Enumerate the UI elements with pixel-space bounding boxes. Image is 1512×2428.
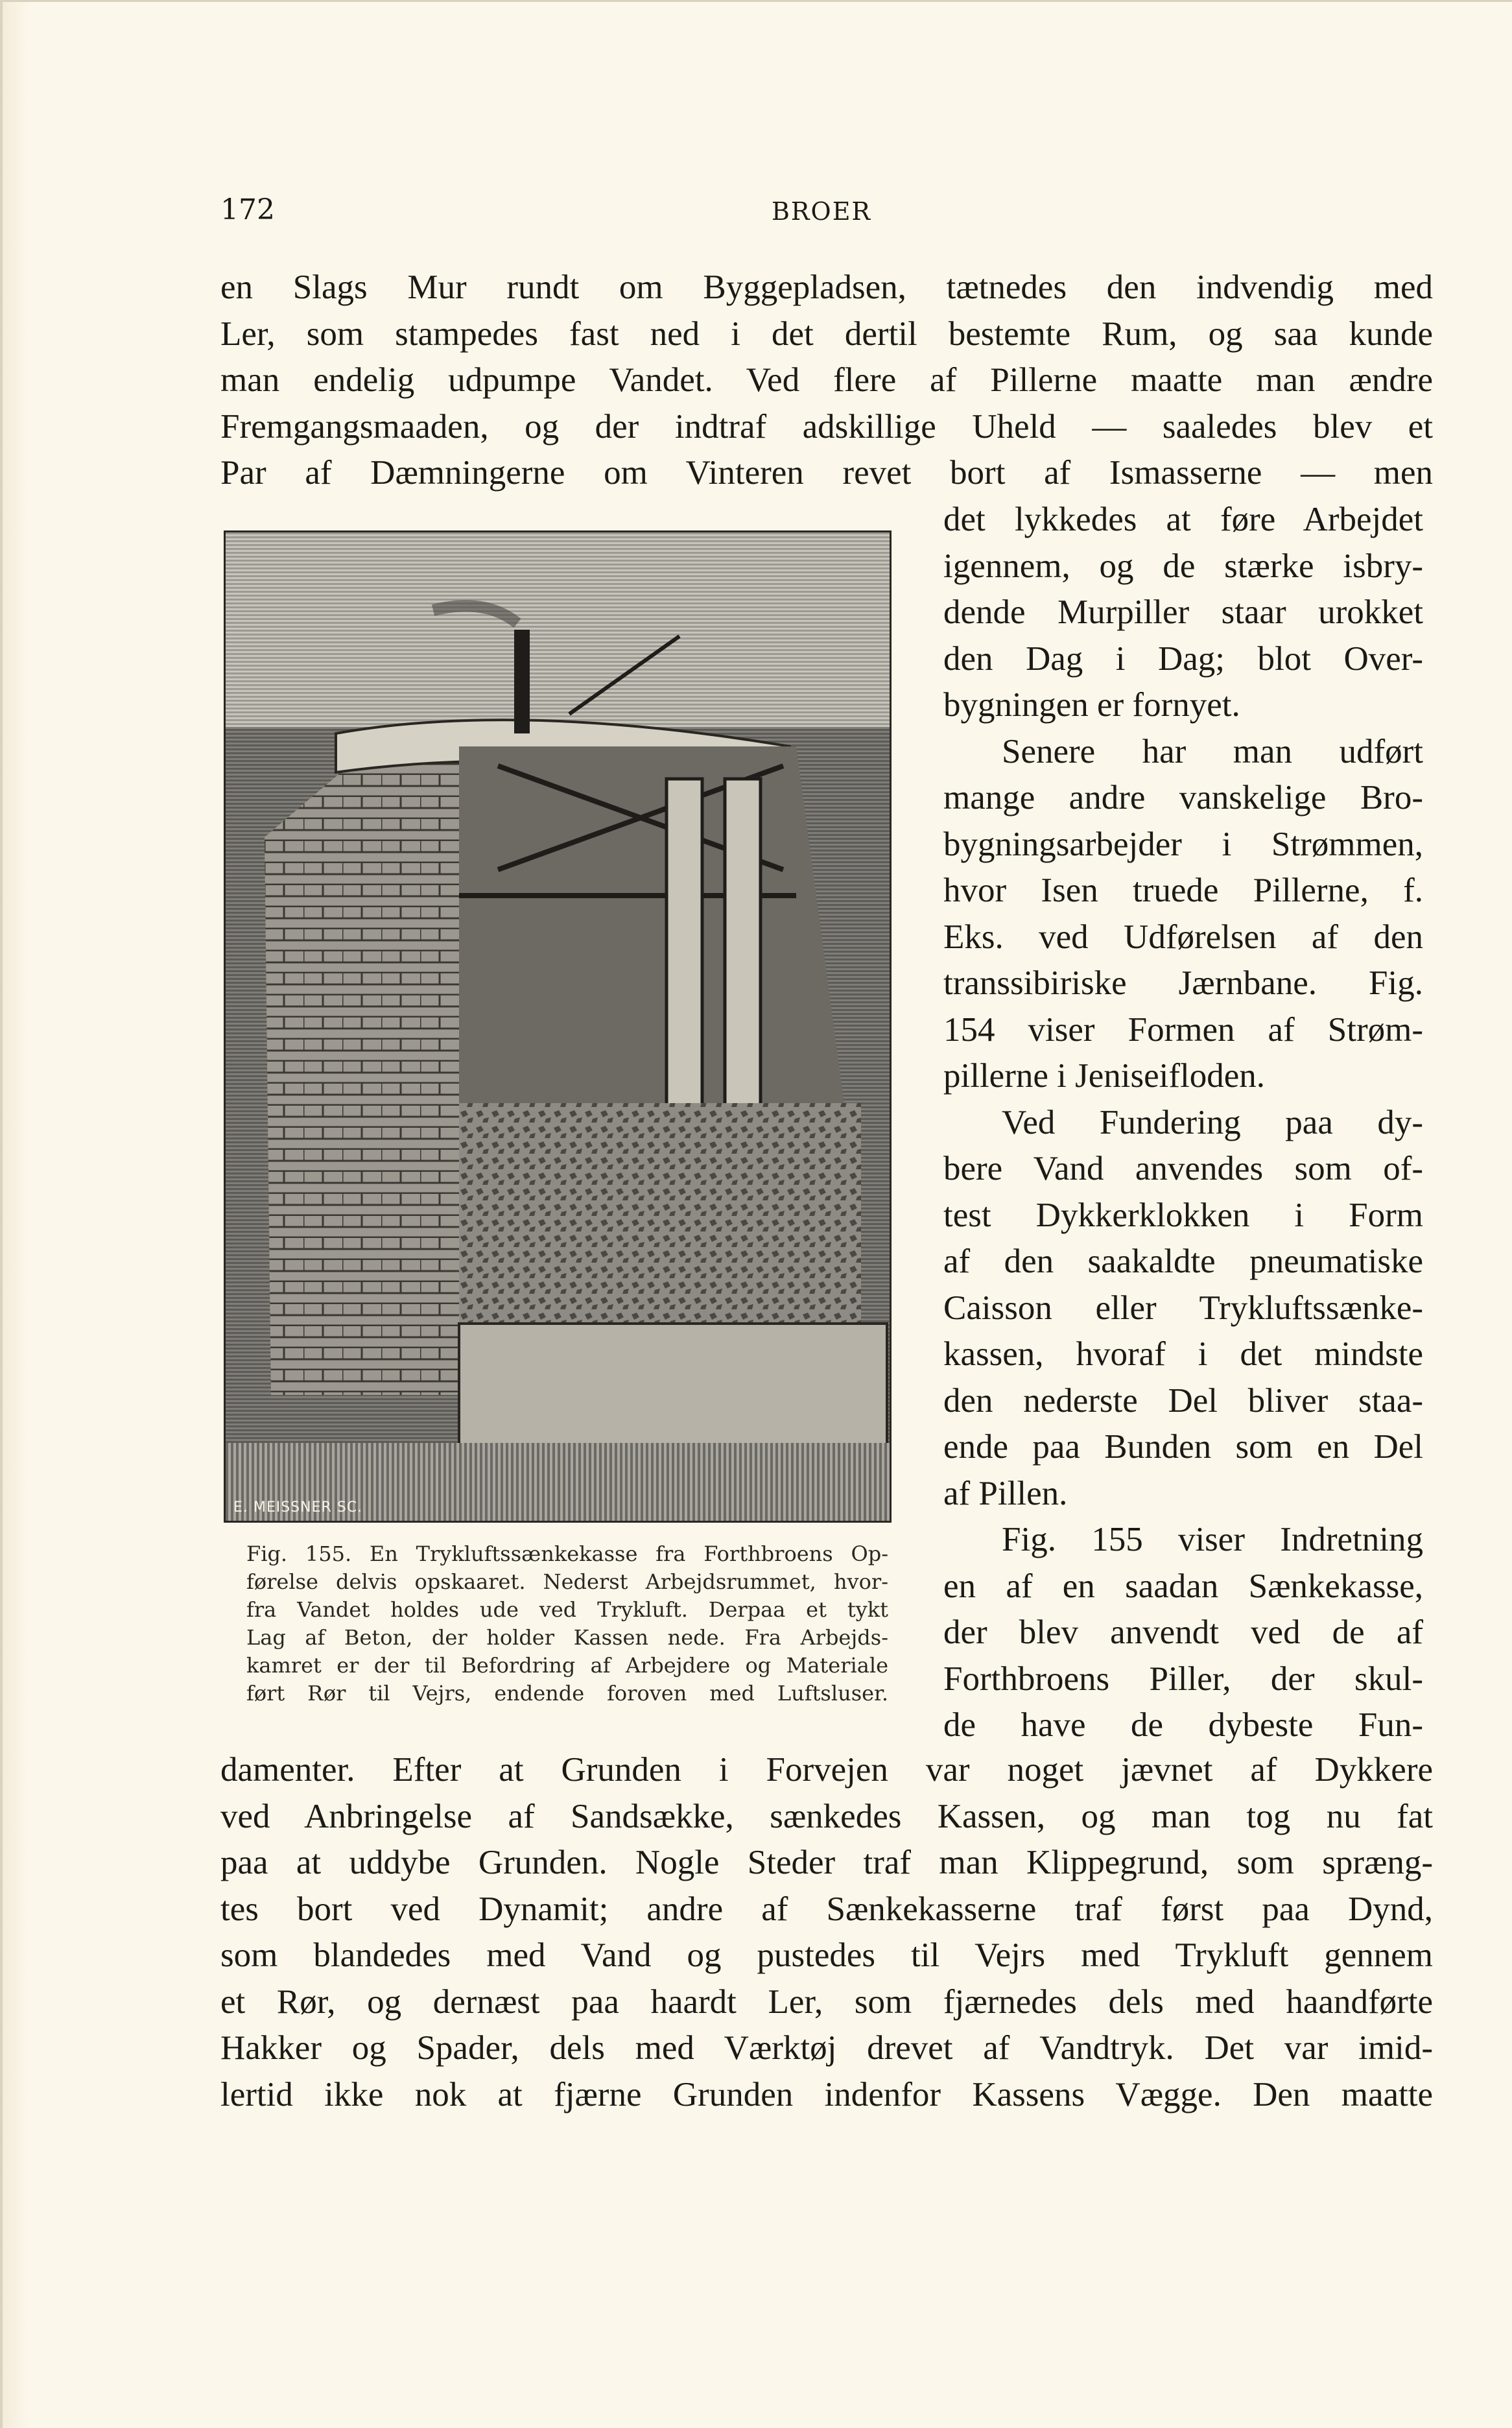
text-line: Senere har man udført	[1002, 732, 1423, 770]
text-line: som blandedes med Vand og pustedes til Vejrs med Trykluft gennem	[220, 1936, 1433, 1974]
text-line: et Rør, og dernæst paa haardt Ler, som fjærnedes dels med haandførte	[220, 1982, 1433, 2021]
text-line: Par af Dæmningerne om Vinteren revet bort af Ismasserne — men	[220, 454, 1433, 492]
text-line: Hakker og Spader, dels med Værktøj drevet af Vandtryk. Det var imid-	[220, 2029, 1433, 2067]
text-line: kassen, hvoraf i det mindste	[943, 1335, 1423, 1373]
smokestack	[514, 630, 530, 733]
text-line: mange andre vanskelige Bro-	[943, 779, 1423, 816]
text-line: af Pillen.	[943, 1474, 1068, 1512]
caption-line: Fig. 155. En Trykluftssænkekasse fra Forthbroens Op-	[246, 1541, 888, 1566]
text-line: damenter. Efter at Grunden i Forvejen var noget jævnet af Dykkere	[220, 1751, 1433, 1789]
text-line: den nederste Del bliver staa-	[943, 1381, 1423, 1420]
crane-arm	[569, 636, 679, 714]
text-line: bygningsarbejder i Strømmen,	[943, 825, 1423, 863]
figure-caption	[246, 1540, 888, 1708]
caisson-drawing	[226, 532, 890, 1521]
text-line: transsibiriske Jærnbane. Fig.	[943, 964, 1423, 1002]
caption-line: kamret er der til Befordring af Arbejdere og Materiale	[246, 1653, 888, 1678]
text-line: ved Anbringelse af Sandsække, sænkedes Kassen, og man tog nu fat	[220, 1797, 1433, 1835]
text-line: bere Vand anvendes som of-	[943, 1150, 1423, 1187]
text-line: test Dykkerklokken i Form	[943, 1196, 1423, 1234]
text-line: Eks. ved Udførelsen af den	[943, 918, 1423, 956]
text-line: 154 viser Formen af Strøm-	[943, 1010, 1423, 1049]
text-line: lertid ikke nok at fjærne Grunden indenfor Kassens Vægge. Den maatte	[220, 2075, 1433, 2113]
text-line: tes bort ved Dynamit; andre af Sænkekasserne traf først paa Dynd,	[220, 1890, 1433, 1928]
engraver-signature: E. MEISSNER SC.	[233, 1499, 363, 1516]
text-line: der blev anvendt ved de af	[943, 1613, 1423, 1651]
text-line: en af en saadan Sænkekasse,	[943, 1567, 1423, 1605]
text-line: den Dag i Dag; blot Over-	[943, 639, 1423, 678]
working-chamber	[459, 1324, 887, 1453]
text-line: ende paa Bunden som en Del	[943, 1428, 1423, 1466]
text-line: Fremgangsmaaden, og der indtraf adskillige Uheld — saaledes blev et	[220, 407, 1433, 446]
text-line: Caisson eller Trykluftssænke-	[943, 1289, 1423, 1327]
figure-caisson-illustration	[224, 530, 892, 1523]
text-line: hvor Isen truede Pillerne, f.	[943, 872, 1423, 909]
text-line: Fig. 155 viser Indretning	[1002, 1521, 1423, 1558]
caption-line: førelse delvis opskaaret. Nederst Arbejdsrummet, hvor-	[246, 1569, 888, 1594]
paragraph-top	[220, 265, 1433, 497]
smoke	[433, 606, 517, 623]
caisson-outer-wall	[265, 727, 459, 1395]
running-title: BROER	[772, 197, 872, 226]
caption-line: fra Vandet holdes ude ved Trykluft. Derpaa et tykt	[246, 1597, 888, 1622]
text-line: Ved Fundering paa dy-	[1002, 1103, 1423, 1141]
caption-line: Lag af Beton, der holder Kassen nede. Fra Arbejds-	[246, 1625, 888, 1650]
text-line: en Slags Mur rundt om Byggepladsen, tætnedes den indvendig med	[220, 268, 1433, 306]
page-header	[220, 193, 1439, 232]
text-line: det lykkedes at føre Arbejdet	[943, 501, 1423, 538]
text-line: Ler, som stampedes fast ned i det dertil bestemte Rum, og saa kunde	[220, 315, 1433, 353]
paragraph-bottom	[220, 1747, 1433, 2118]
text-line: af den saakaldte pneumatiske	[943, 1243, 1423, 1280]
page-number: 172	[220, 193, 275, 226]
paragraph-right-column	[943, 497, 1423, 1749]
text-line: man endelig udpumpe Vandet. Ved flere af Pillerne maatte man ændre	[220, 361, 1433, 399]
text-line: pillerne i Jeniseifloden.	[943, 1057, 1265, 1095]
text-line: bygningen er fornyet.	[943, 686, 1240, 724]
text-line: de have de dybeste Fun-	[943, 1706, 1423, 1744]
text-line: Forthbroens Piller, der skul-	[943, 1660, 1423, 1698]
text-line: paa at uddybe Grunden. Nogle Steder traf man Klippegrund, som spræng-	[220, 1844, 1433, 1881]
caption-line: ført Rør til Vejrs, endende foroven med Luftsluser.	[246, 1681, 888, 1706]
text-line: dende Murpiller staar urokket	[943, 593, 1423, 631]
concrete-layer	[459, 1103, 861, 1324]
text-line: igennem, og de stærke isbry-	[943, 547, 1423, 585]
